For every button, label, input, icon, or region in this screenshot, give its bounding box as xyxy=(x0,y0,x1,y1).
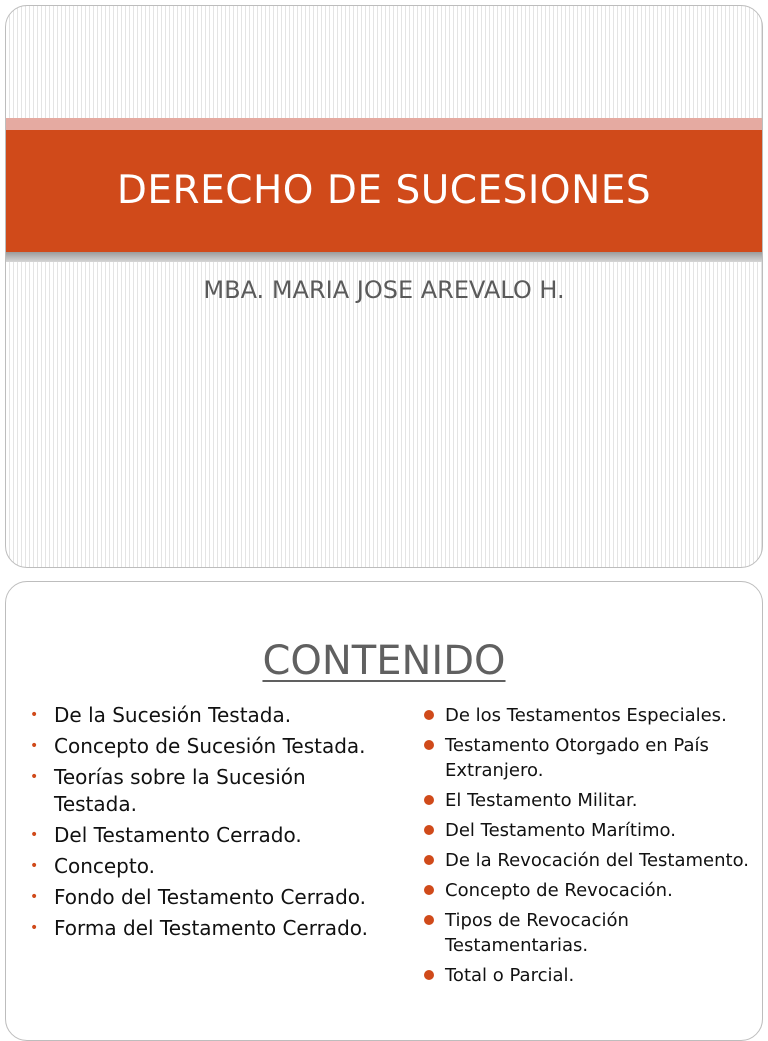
list-item xyxy=(28,733,368,760)
bullet-icon xyxy=(424,885,434,895)
bullet-icon xyxy=(424,855,434,865)
bullet-icon xyxy=(424,740,434,750)
list-item-text: Del Testamento Cerrado. xyxy=(54,823,302,847)
list-item xyxy=(28,915,368,942)
bullet-icon: • xyxy=(30,858,39,874)
list-item-text: Teorías sobre la Sucesión Testada. xyxy=(54,765,306,816)
title-slide xyxy=(5,5,763,568)
list-item xyxy=(28,822,368,849)
list-item-text: Tipos de Revocación Testamentarias. xyxy=(445,910,629,956)
list-item-text: De la Sucesión Testada. xyxy=(54,703,292,727)
list-item xyxy=(422,848,752,873)
bullet-icon: • xyxy=(30,889,39,905)
list-item-text: Testamento Otorgado en País Extranjero. xyxy=(445,735,709,781)
bullet-icon: • xyxy=(30,769,39,785)
bullet-icon xyxy=(424,970,434,980)
list-item-text: Fondo del Testamento Cerrado. xyxy=(54,885,367,909)
contents-title xyxy=(6,638,762,684)
bullet-icon xyxy=(424,795,434,805)
contents-list-right xyxy=(422,703,752,993)
bullet-icon: • xyxy=(30,738,39,754)
list-item-text: Concepto de Revocación. xyxy=(445,880,673,901)
list-item-text: Concepto de Sucesión Testada. xyxy=(54,734,366,758)
list-item-text: El Testamento Militar. xyxy=(445,790,638,811)
list-item xyxy=(422,963,752,988)
list-item xyxy=(422,703,752,728)
bullet-icon xyxy=(424,710,434,720)
list-item xyxy=(28,702,368,729)
list-item-text: Concepto. xyxy=(54,854,155,878)
list-item xyxy=(28,884,368,911)
list-item-text: De la Revocación del Testamento. xyxy=(445,850,750,871)
list-item-text: Total o Parcial. xyxy=(445,965,575,986)
bullet-icon xyxy=(424,825,434,835)
list-item xyxy=(422,818,752,843)
bullet-icon xyxy=(424,915,434,925)
bullet-icon: • xyxy=(30,827,39,843)
title-band-shadow xyxy=(6,252,762,262)
contents-list-left xyxy=(28,702,368,946)
list-item-text: De los Testamentos Especiales. xyxy=(445,705,727,726)
bullet-icon: • xyxy=(30,707,39,723)
list-item-text: Forma del Testamento Cerrado. xyxy=(54,916,369,940)
bullet-icon: • xyxy=(30,920,39,936)
slide-title: DERECHO DE SUCESIONES xyxy=(116,168,652,213)
list-item xyxy=(422,733,752,783)
contents-slide xyxy=(5,581,763,1041)
title-band-accent xyxy=(6,118,762,130)
contents-title-text: CONTENIDO xyxy=(262,638,506,684)
slide-subtitle: MBA. MARIA JOSE AREVALO H. xyxy=(203,276,565,304)
list-item xyxy=(422,878,752,903)
list-item xyxy=(28,764,368,818)
list-item xyxy=(422,908,752,958)
list-item xyxy=(28,853,368,880)
list-item-text: Del Testamento Marítimo. xyxy=(445,820,676,841)
list-item xyxy=(422,788,752,813)
